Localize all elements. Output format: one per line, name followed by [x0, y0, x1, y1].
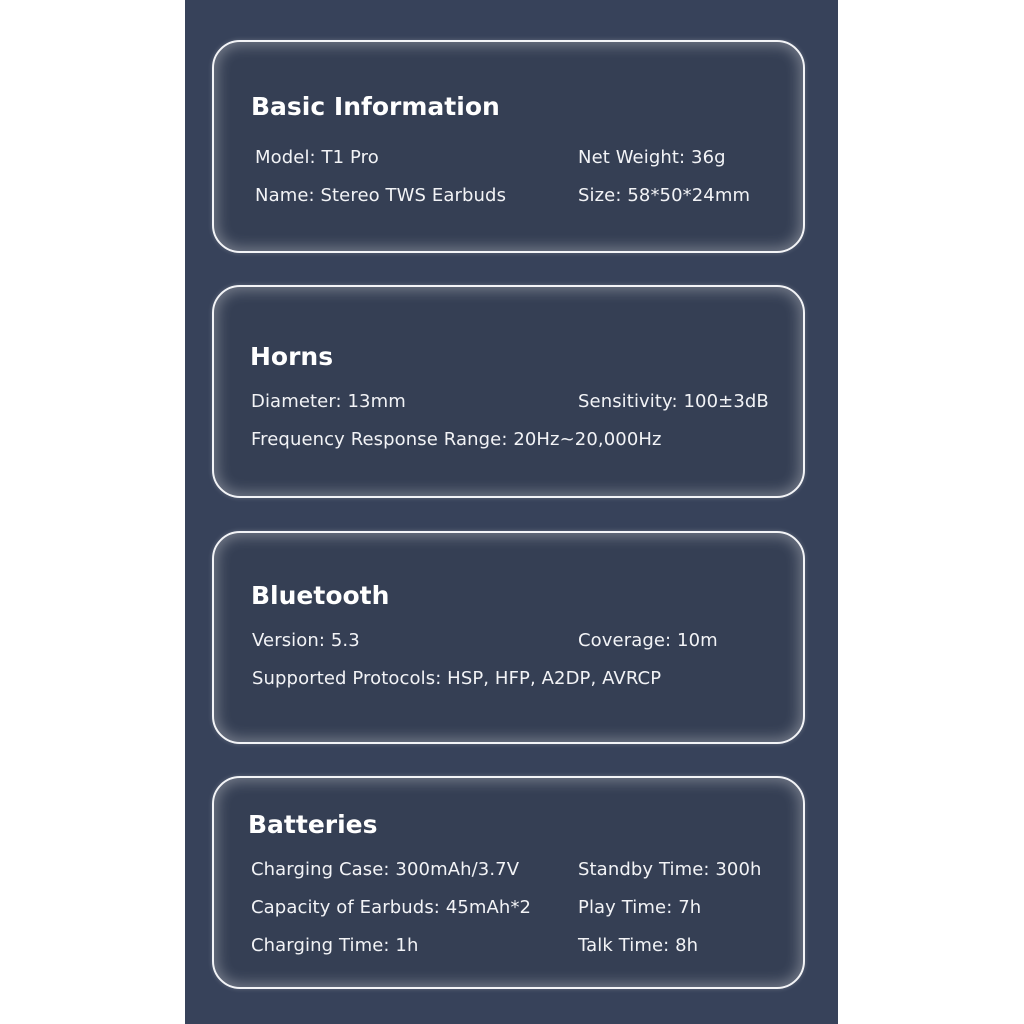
net-weight-field: Net Weight: 36g: [578, 147, 726, 168]
coverage-field: Coverage: 10m: [578, 630, 718, 651]
card-title: Bluetooth: [251, 581, 390, 610]
charging-case-field: Charging Case: 300mAh/3.7V: [251, 859, 520, 880]
supported-protocols-field: Supported Protocols: HSP, HFP, A2DP, AVRCP: [252, 668, 662, 689]
card-title: Horns: [250, 342, 334, 371]
diameter-field: Diameter: 13mm: [251, 391, 406, 412]
horns-card: [212, 285, 805, 498]
frequency-response-field: Frequency Response Range: 20Hz~20,000Hz: [251, 429, 662, 450]
spec-panel: [185, 0, 838, 1024]
version-field: Version: 5.3: [252, 630, 360, 651]
bluetooth-card: [212, 531, 805, 744]
play-time-field: Play Time: 7h: [578, 897, 702, 918]
model-field: Model: T1 Pro: [255, 147, 379, 168]
card-title: Batteries: [248, 810, 378, 839]
size-field: Size: 58*50*24mm: [578, 185, 751, 206]
name-field: Name: Stereo TWS Earbuds: [255, 185, 507, 206]
card-title: Basic Information: [251, 92, 500, 121]
sensitivity-field: Sensitivity: 100±3dB: [578, 391, 769, 412]
capacity-of-earbuds-field: Capacity of Earbuds: 45mAh*2: [251, 897, 532, 918]
standby-time-field: Standby Time: 300h: [578, 859, 762, 880]
talk-time-field: Talk Time: 8h: [578, 935, 699, 956]
basic-information-card: [212, 40, 805, 253]
charging-time-field: Charging Time: 1h: [251, 935, 419, 956]
batteries-card: [212, 776, 805, 989]
